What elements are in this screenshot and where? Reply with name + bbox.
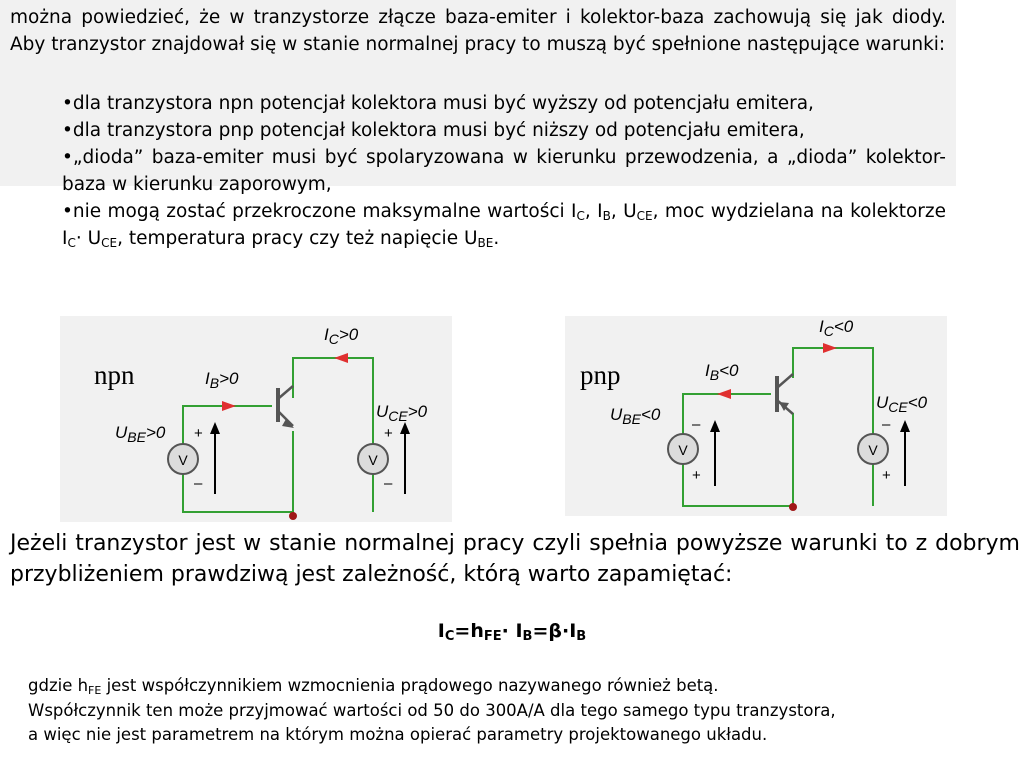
npn-uce-label: $U_{CE}>0$	[376, 402, 428, 424]
npn-vm-be-letter: V	[178, 452, 188, 468]
pnp-ube-label: $U_{BE}<0$	[610, 405, 661, 427]
condition-pnp: •dla tranzystora pnp potencjał kolektora musi być niższy od potencjału emitera,	[62, 120, 805, 141]
npn-vm-ce-letter: V	[368, 452, 378, 468]
pnp-voltmeter-ce	[858, 434, 888, 464]
pnp-vm-be-letter: V	[678, 442, 688, 458]
pnp-be-minus-sign: –	[692, 416, 701, 433]
pnp-ce-plus-sign: +	[882, 467, 891, 484]
pnp-ground-node	[789, 503, 797, 511]
npn-be-plus-sign: +	[194, 425, 203, 442]
npn-ce-plus-sign: +	[384, 425, 393, 442]
npn-voltmeter-be	[168, 444, 198, 474]
pnp-ib-label: $I_B<0$	[705, 361, 739, 383]
npn-be-minus-sign: –	[194, 475, 203, 492]
pnp-ce-minus-sign: –	[882, 416, 891, 433]
condition-diodes: •„dioda” baza-emiter musi być spolaryzowana w kierunku przewodzenia, a „dioda” kolektor-baza w kierunku zaporowym,	[62, 147, 946, 195]
pnp-title: pnp	[580, 360, 621, 390]
pnp-uce-label: $U_{CE}<0$	[876, 393, 928, 415]
intro-text: można powiedzieć, że w tranzystorze złącze baza-emiter i kolektor-baza zachowują się jak diody. Aby tranzystor znajdował się w stanie normalnej pracy to muszą być spełnione następujące warunki:	[10, 7, 946, 55]
npn-title: npn	[94, 360, 135, 390]
pnp-ic-label: $I_C<0$	[819, 317, 854, 339]
npn-voltmeter-ce	[358, 444, 388, 474]
npn-ube-label: $U_{BE}>0$	[115, 423, 166, 445]
conditions-list	[62, 90, 946, 252]
npn-ground-node	[289, 512, 297, 520]
npn-ce-minus-sign: –	[384, 475, 393, 492]
npn-circuit-diagram	[60, 316, 452, 522]
current-gain-formula: $I_C=h_{FE}\cdot I_B=\beta\cdot I_B$	[437, 620, 587, 644]
pnp-vm-ce-letter: V	[868, 442, 878, 458]
condition-max-values: •nie mogą zostać przekroczone maksymalne wartości $I_C$, $I_B$, $U_{CE}$, moc wydzielana na kolektorze $I_C\cdot U_{CE}$, temperatura pracy czy też napięcie $U_{BE}$.	[62, 201, 946, 250]
pnp-be-plus-sign: +	[692, 467, 701, 484]
pnp-voltmeter-be	[668, 434, 698, 464]
normal-operation-paragraph: Jeżeli tranzystor jest w stanie normalnej pracy czyli spełnia powyższe warunki to z dobrym przybliżeniem prawdziwą jest zależność, którą warto zapamiętać:	[10, 531, 1020, 587]
npn-ib-label: $I_B>0$	[205, 369, 239, 391]
hfe-note: gdzie $h_{FE}$ jest współczynnikiem wzmocnienia prądowego nazywanego również betą. Współczynnik ten może przyjmować wartości od 50 do 300A/A dla tego samego typu tranzystora, a więc nie jest parametrem na którym można opierać parametry projektowanego układu.	[28, 676, 836, 744]
npn-ic-label: $I_C>0$	[324, 325, 359, 347]
condition-npn: •dla tranzystora npn potencjał kolektora musi być wyższy od potencjału emitera,	[62, 93, 814, 114]
pnp-circuit-diagram	[565, 316, 947, 516]
